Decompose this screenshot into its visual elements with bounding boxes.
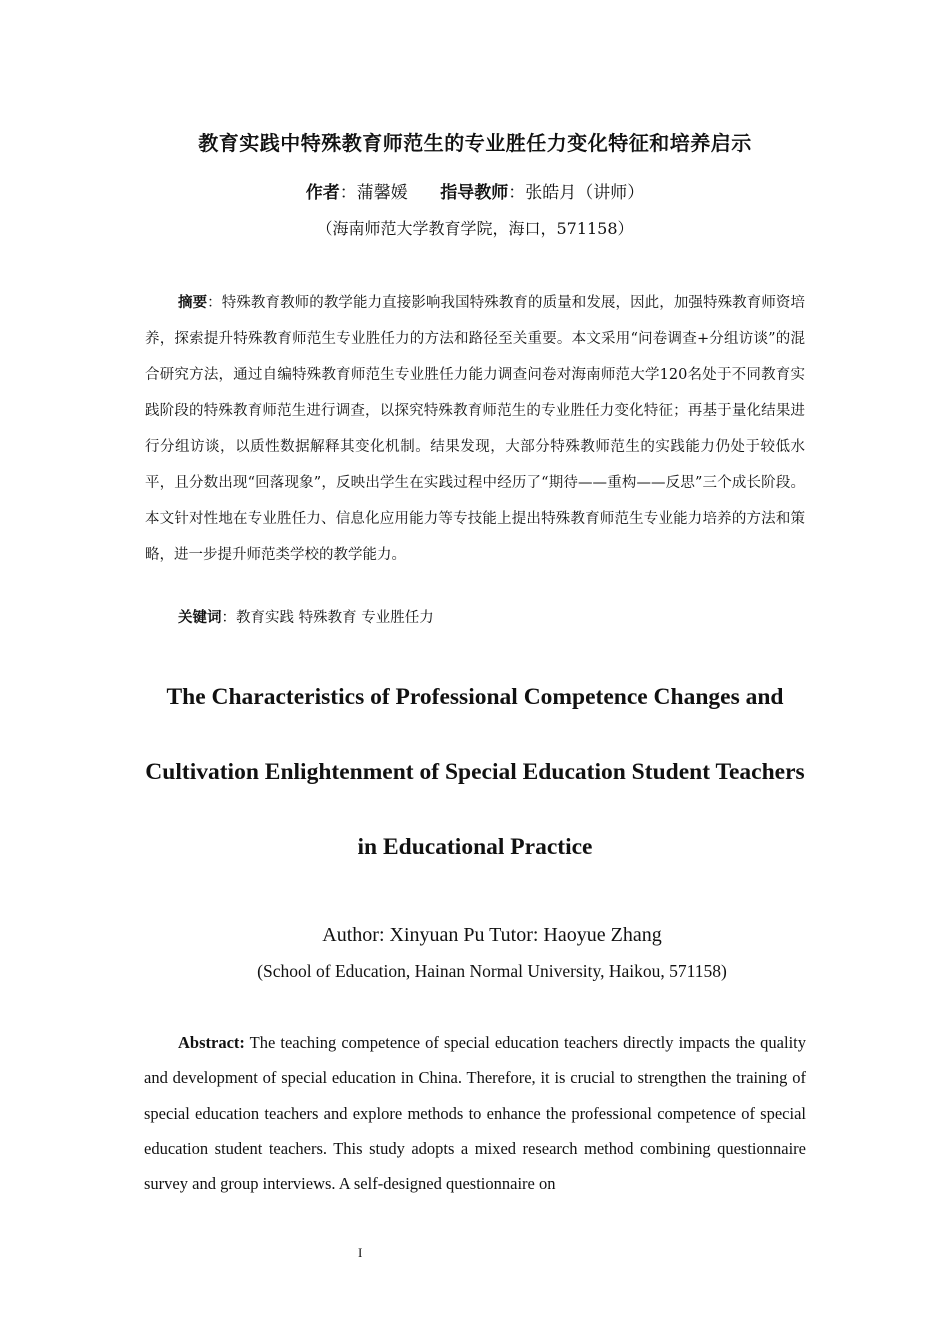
english-abstract-text: The teaching competence of special education teachers directly impacts the quality and development of special education in China. Therefore, it is crucial to strengthen the training of special education teachers and explore methods to enhance the professional competence of special education student teachers. This study adopts a mixed research method combining questionnaire survey and group interviews. A self-designed questionnaire on	[144, 1033, 806, 1194]
english-title: The Characteristics of Professional Competence Changes and Cultivation Enlightenment of Special Education Student Teachers in Educational Practice	[145, 684, 805, 860]
tutor-label: 指导教师	[440, 183, 509, 203]
chinese-abstract	[145, 285, 805, 573]
chinese-author-line	[0, 178, 950, 203]
english-affiliation: (School of Education, Hainan Normal University, Haikou, 571158)	[257, 961, 727, 981]
keywords-text: ：教育实践 特殊教育 专业胜任力	[221, 610, 434, 626]
chinese-abstract-label: 摘要	[178, 295, 208, 311]
chinese-keywords	[178, 600, 434, 636]
author-name: ：蒲馨媛	[339, 183, 408, 203]
chinese-title: 教育实践中特殊教育师范生的专业胜任力变化特征和培养启示	[198, 131, 752, 155]
keywords-label: 关键词	[178, 610, 222, 626]
tutor-name: ：张皓月（讲师）	[508, 183, 645, 203]
chinese-abstract-text: ：特殊教育教师的教学能力直接影响我国特殊教育的质量和发展，因此，加强特殊教育师资培养，探索提升特殊教育师范生专业胜任力的方法和路径至关重要。本文采用“问卷调查+分组访谈”的混合研究方法，通过自编特殊教育师范生专业胜任力能力调查问卷对海南师范大学120名处于不同教育实践阶段的特殊教育师范生进行调查，以探究特殊教育师范生的专业胜任力变化特征；再基于量化结果进行分组访谈，以质性数据解释其变化机制。结果发现，大部分特殊教师范生的实践能力仍处于较低水平，且分数出现“回落现象”，反映出学生在实践过程中经历了“期待——重构——反思”三个成长阶段。本文针对性地在专业胜任力、信息化应用能力等专技能上提出特殊教育师范生专业能力培养的方法和策略，进一步提升师范类学校的教学能力。	[145, 295, 806, 563]
english-abstract-label: Abstract:	[178, 1033, 245, 1052]
chinese-affiliation: （海南师范大学教育学院，海口，571158）	[316, 219, 634, 238]
author-label: 作者	[305, 183, 340, 203]
page-number: I	[358, 1245, 363, 1260]
english-author-line: Author: Xinyuan Pu Tutor: Haoyue Zhang	[322, 924, 662, 946]
english-abstract	[144, 1025, 806, 1201]
